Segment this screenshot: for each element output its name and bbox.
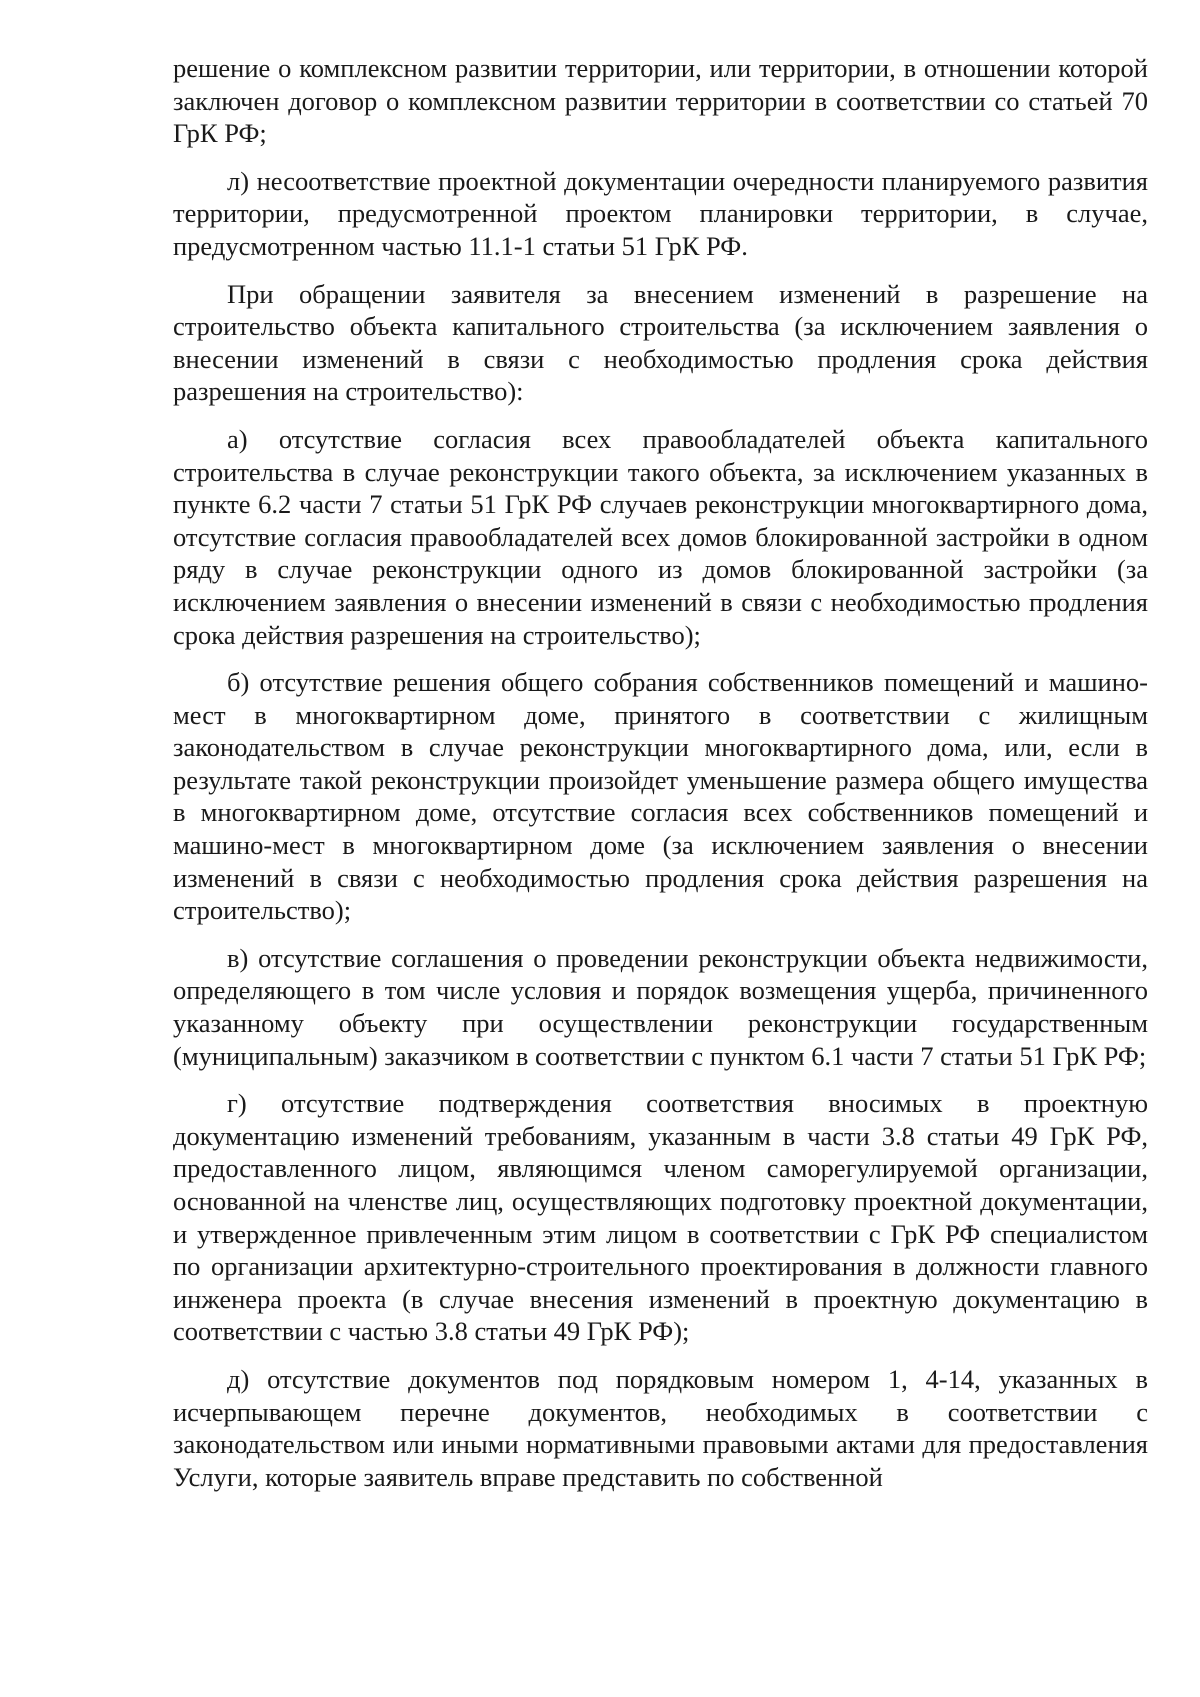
paragraph-item-g: г) отсутствие подтверждения соответствия вносимых в проектную документацию изменений требованиям, указанным в части 3.8 статьи 49 ГрК РФ, предоставленного лицом, являющимся членом саморегулируемой организации, основанной на членстве лиц, осуществляющих подготовку проектной документации, и утвержденное привлеченным этим лицом в соответствии с ГрК РФ специалистом по организации архитектурно-строительного проектирования в должности главного инженера проекта (в случае внесения изменений в проектную документацию в соответствии с частью 3.8 статьи 49 ГрК РФ);: [173, 1088, 1148, 1347]
paragraph-item-b: б) отсутствие решения общего собрания собственников помещений и машино-мест в многоквартирном доме, принятого в соответствии с жилищным законодательством в случае реконструкции многоквартирного дома, или, если в результате такой реконструкции произойдет уменьшение размера общего имущества в многоквартирном доме, отсутствие согласия всех собственников помещений и машино-мест в многоквартирном доме (за исключением заявления о внесении изменений в связи с необходимостью продления срока действия разрешения на строительство);: [173, 667, 1148, 926]
paragraph-item-v: в) отсутствие соглашения о проведении реконструкции объекта недвижимости, определяющего в том числе условия и порядок возмещения ущерба, причиненного указанному объекту при осуществлении реконструкции государственным (муниципальным) заказчиком в соответствии с пунктом 6.1 части 7 статьи 51 ГрК РФ;: [173, 942, 1148, 1071]
document-page: [173, 52, 1148, 1493]
paragraph-item-l: л) несоответствие проектной документации очередности планируемого развития территории, предусмотренной проектом планировки территории, в случае, предусмотренном частью 11.1-1 статьи 51 ГрК РФ.: [173, 165, 1148, 261]
paragraph-amendment-intro: При обращении заявителя за внесением изменений в разрешение на строительство объекта капитального строительства (за исключением заявления о внесении изменений в связи с необходимостью продления срока действия разрешения на строительство):: [173, 278, 1148, 407]
paragraph-continuation: решение о комплексном развитии территории, или территории, в отношении которой заключен договор о комплексном развитии территории в соответствии со статьей 70 ГрК РФ;: [173, 53, 1148, 149]
paragraph-item-d: д) отсутствие документов под порядковым номером 1, 4-14, указанных в исчерпывающем перечне документов, необходимых в соответствии с законодательством или иными нормативными правовыми актами для предоставления Услуги, которые заявитель вправе представить по собственной: [173, 1363, 1148, 1492]
paragraph-item-a: а) отсутствие согласия всех правообладателей объекта капитального строительства в случае реконструкции такого объекта, за исключением указанных в пункте 6.2 части 7 статьи 51 ГрК РФ случаев реконструкции многоквартирного дома, отсутствие согласия правообладателей всех домов блокированной застройки в одном ряду в случае реконструкции одного из домов блокированной застройки (за исключением заявления о внесении изменений в связи с необходимостью продления срока действия разрешения на строительство);: [173, 423, 1148, 650]
